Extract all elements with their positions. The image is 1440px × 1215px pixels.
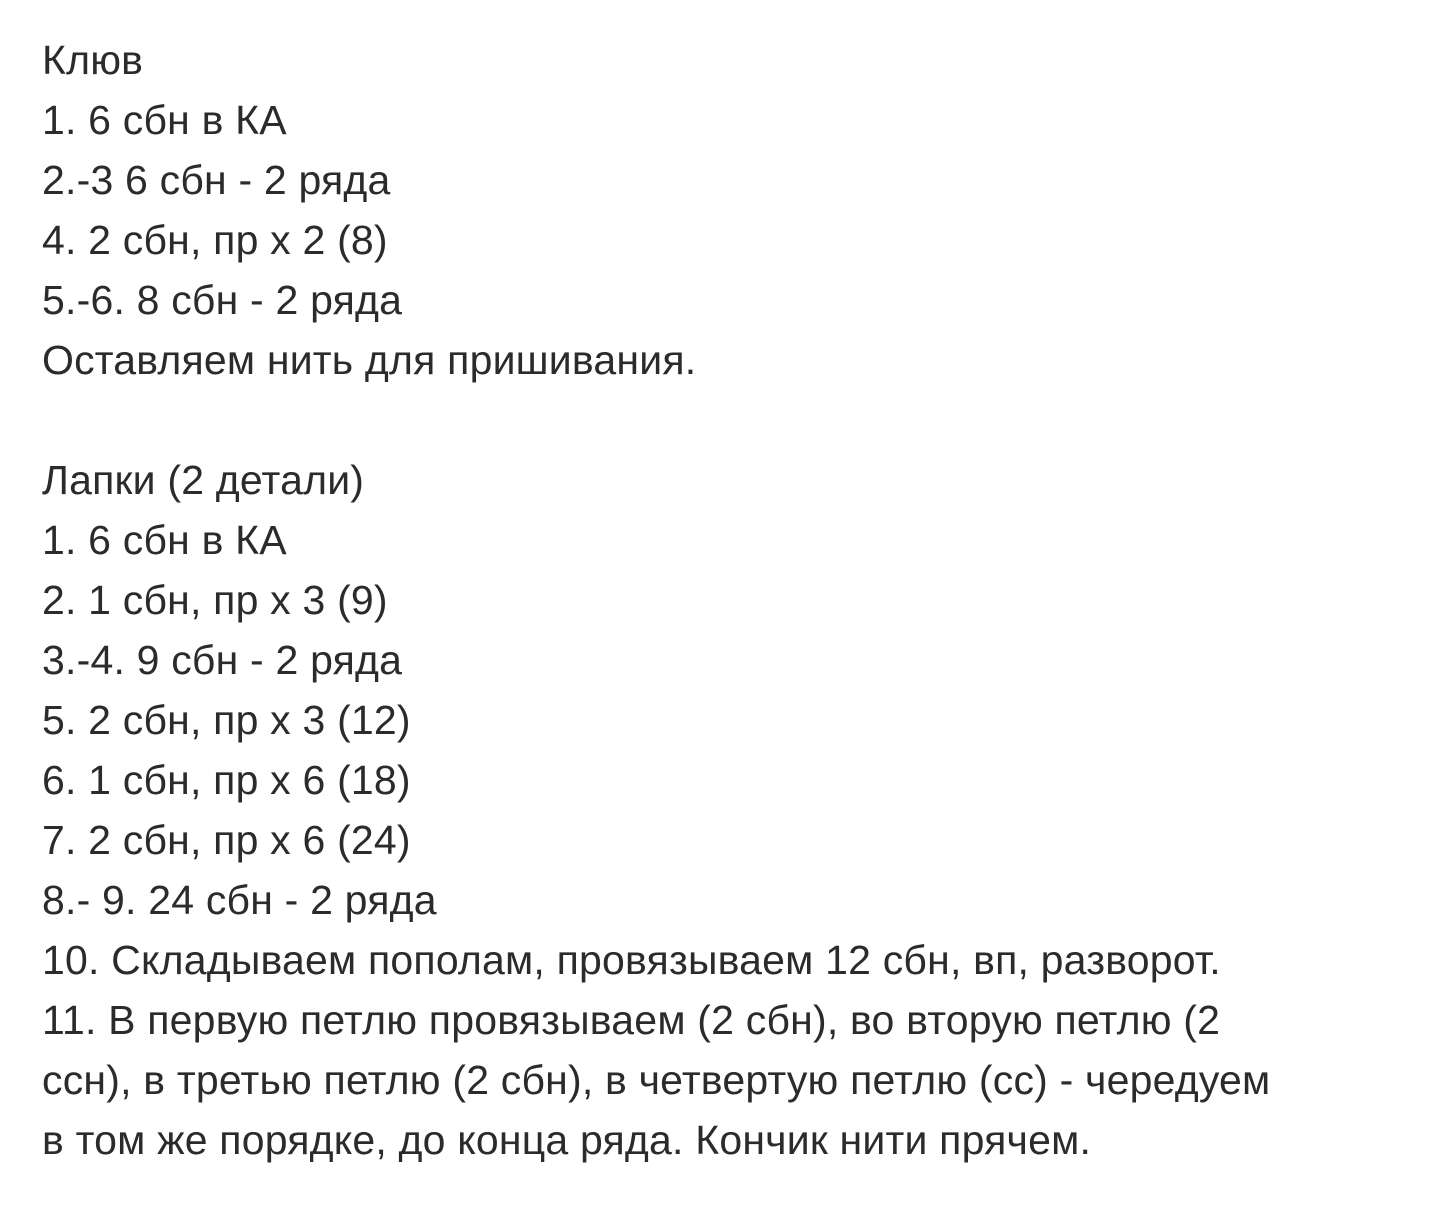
paws-row-4: 5. 2 сбн, пр х 3 (12) (42, 697, 411, 743)
paws-row-9-line-3: в том же порядке, до конца ряда. Кончик нити прячем. (42, 1117, 1092, 1163)
pattern-document (42, 30, 1402, 1170)
section-spacer (42, 390, 1402, 450)
paws-section (42, 450, 1402, 1170)
paws-row-7: 8.- 9. 24 сбн - 2 ряда (42, 877, 437, 923)
beak-note: Оставляем нить для пришивания. (42, 337, 697, 383)
beak-row-3: 4. 2 сбн, пр х 2 (8) (42, 217, 388, 263)
paws-row-6: 7. 2 сбн, пр х 6 (24) (42, 817, 411, 863)
beak-title: Клюв (42, 37, 144, 83)
paws-row-5: 6. 1 сбн, пр х 6 (18) (42, 757, 411, 803)
paws-row-1: 1. 6 сбн в КА (42, 517, 287, 563)
beak-section (42, 30, 1402, 390)
paws-row-3: 3.-4. 9 сбн - 2 ряда (42, 637, 403, 683)
paws-row-9-line-1: 11. В первую петлю провязываем (2 сбн), во вторую петлю (2 (42, 997, 1221, 1043)
beak-row-2: 2.-3 6 сбн - 2 ряда (42, 157, 391, 203)
paws-title: Лапки (2 детали) (42, 457, 365, 503)
paws-row-2: 2. 1 сбн, пр х 3 (9) (42, 577, 388, 623)
paws-row-9-line-2: ссн), в третью петлю (2 сбн), в четвертую петлю (сс) - чередуем (42, 1057, 1271, 1103)
beak-row-4: 5.-6. 8 сбн - 2 ряда (42, 277, 403, 323)
beak-row-1: 1. 6 сбн в КА (42, 97, 287, 143)
paws-row-8: 10. Складываем пополам, провязываем 12 сбн, вп, разворот. (42, 937, 1221, 983)
